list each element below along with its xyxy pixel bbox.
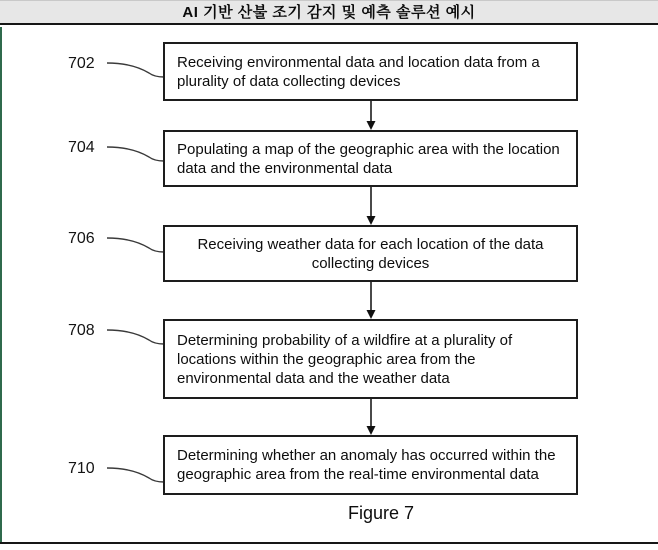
connector-706 bbox=[107, 238, 164, 252]
arrow-head-4 bbox=[367, 426, 376, 435]
figure-title: AI 기반 산불 조기 감지 및 예측 솔루션 예시 bbox=[182, 4, 476, 21]
arrow-head-3 bbox=[367, 310, 376, 319]
connector-702 bbox=[107, 63, 164, 77]
step-ref-704: 704 bbox=[68, 139, 95, 156]
figure-caption: Figure 7 bbox=[347, 503, 415, 523]
figure-title-bar bbox=[0, 0, 658, 25]
frame-left-border bbox=[0, 27, 2, 543]
step-ref-710: 710 bbox=[68, 460, 95, 477]
connector-710 bbox=[107, 468, 164, 482]
frame-bottom-border bbox=[0, 542, 658, 544]
step-box-706: Receiving weather data for each location of the data collecting devices bbox=[163, 225, 578, 282]
step-box-710: Determining whether an anomaly has occurred within the geographic area from the real-time environmental data bbox=[163, 435, 578, 495]
connector-708 bbox=[107, 330, 164, 344]
step-ref-702: 702 bbox=[68, 55, 95, 72]
arrow-head-1 bbox=[367, 121, 376, 130]
connector-704 bbox=[107, 147, 164, 161]
arrow-head-2 bbox=[367, 216, 376, 225]
step-ref-706: 706 bbox=[68, 230, 95, 247]
step-box-704: Populating a map of the geographic area with the location data and the environmental data bbox=[163, 130, 578, 187]
step-box-702: Receiving environmental data and location data from a plurality of data collecting devices bbox=[163, 42, 578, 101]
step-box-708: Determining probability of a wildfire at a plurality of locations within the geographic area from the environmental data and the weather data bbox=[163, 319, 578, 399]
step-ref-708: 708 bbox=[68, 322, 95, 339]
